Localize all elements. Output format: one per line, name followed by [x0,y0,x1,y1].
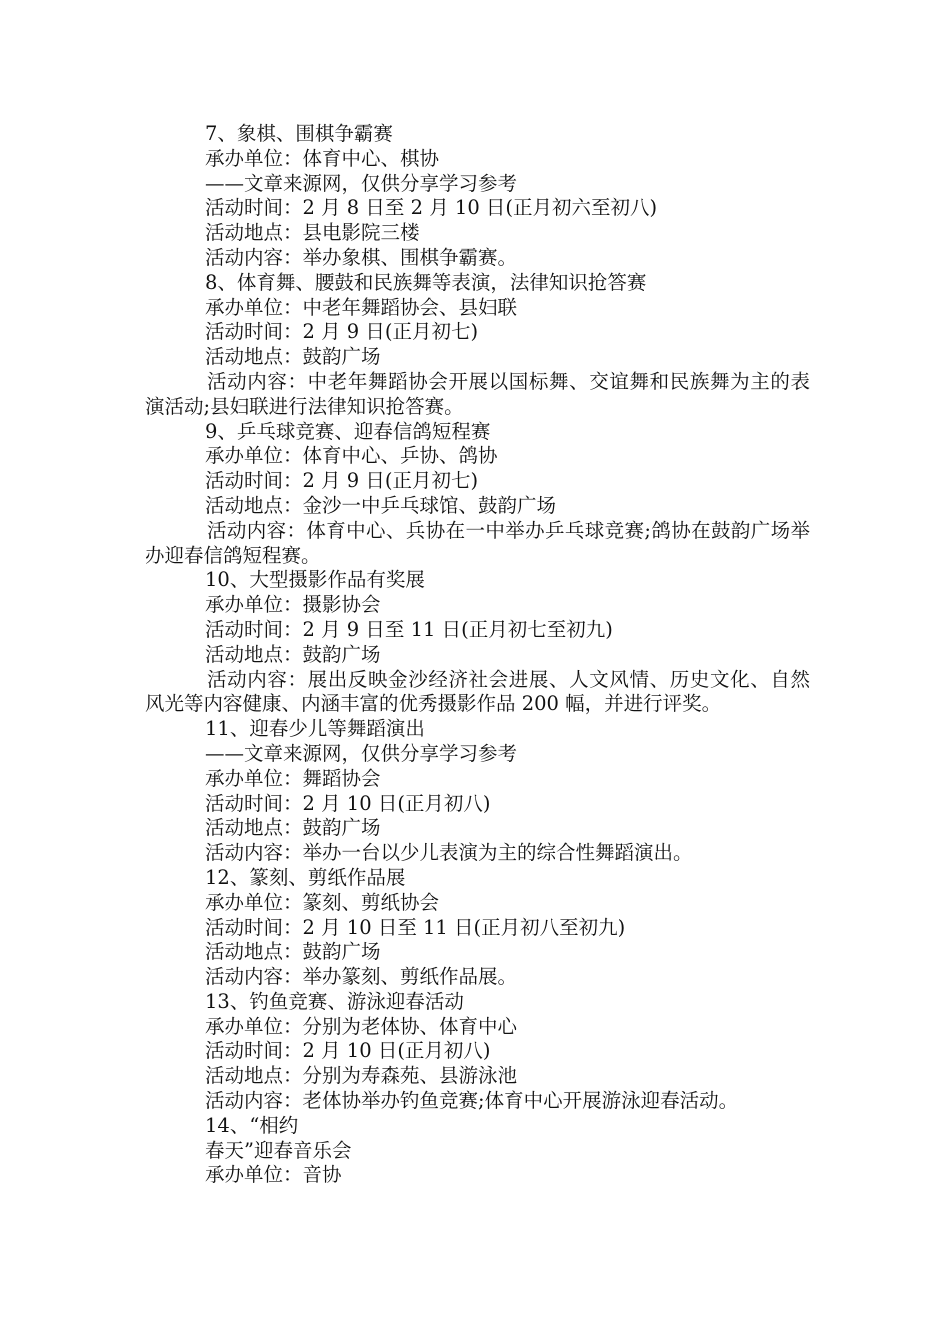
text-line: 活动地点：鼓韵广场 [205,642,381,666]
text-line: 活动时间：2 月 10 日(正月初八) [205,1039,491,1063]
text-line: 承办单位：体育中心、乒协、鸽协 [205,444,498,468]
text-line: 活动时间：2 月 10 日至 11 日(正月初八至初九) [205,915,626,939]
text-line: 12、篆刻、剪纸作品展 [205,865,406,889]
body-paragraph: 活动内容：体育中心、兵协在一中举办乒乓球竞赛;鸽协在鼓韵广场举办迎春信鸽短程赛。 [145,518,810,567]
text-line: 活动地点：县电影院三楼 [205,221,420,245]
text-line: 13、钓鱼竞赛、游泳迎春活动 [205,989,464,1013]
text-line: 承办单位：摄影协会 [205,593,381,617]
text-line: 活动内容：举办篆刻、剪纸作品展。 [205,965,518,989]
text-line: 活动地点：鼓韵广场 [205,816,381,840]
text-line: 活动地点：金沙一中乒乓球馆、鼓韵广场 [205,493,557,517]
text-line: 春天”迎春音乐会 [205,1138,352,1162]
text-line: 7、象棋、围棋争霸赛 [205,122,393,145]
text-line: 承办单位：舞蹈协会 [205,766,381,790]
text-line: 承办单位：篆刻、剪纸协会 [205,890,440,914]
text-line: 10、大型摄影作品有奖展 [205,568,425,592]
body-paragraph: 活动内容：展出反映金沙经济社会进展、人文风情、历史文化、自然风光等内容健康、内涵丰富的优秀摄影作品 200 幅，并进行评奖。 [145,667,810,716]
text-line: 活动地点：鼓韵广场 [205,940,381,964]
text-line: 活动时间：2 月 8 日至 2 月 10 日(正月初六至初八) [205,196,658,220]
text-line: 11、迎春少儿等舞蹈演出 [205,717,425,741]
text-line: 活动时间：2 月 9 日(正月初七) [205,320,479,344]
text-line: ——文章来源网，仅供分享学习参考 [205,741,518,765]
body-paragraph: 活动内容：中老年舞蹈协会开展以国标舞、交谊舞和民族舞为主的表演活动;县妇联进行法律知识抢答赛。 [145,369,810,418]
text-line: 活动时间：2 月 10 日(正月初八) [205,791,491,815]
text-line: 承办单位：中老年舞蹈协会、县妇联 [205,295,518,319]
text-line: 承办单位：体育中心、棋协 [205,146,440,170]
text-line: 9、乒乓球竞赛、迎春信鸽短程赛 [205,419,491,443]
text-line: 活动内容：举办象棋、围棋争霸赛。 [205,245,518,269]
text-line: 承办单位：分别为老体协、体育中心 [205,1014,518,1038]
document-body [145,122,810,1188]
text-line: 活动时间：2 月 9 日(正月初七) [205,469,479,493]
text-line: ——文章来源网，仅供分享学习参考 [205,171,518,195]
text-line: 8、体育舞、腰鼓和民族舞等表演，法律知识抢答赛 [205,270,647,294]
text-line: 活动内容：举办一台以少儿表演为主的综合性舞蹈演出。 [205,841,693,865]
text-line: 活动地点：分别为寿森苑、县游泳池 [205,1064,518,1088]
text-line: 活动内容：老体协举办钓鱼竞赛;体育中心开展游泳迎春活动。 [205,1089,739,1113]
text-line: 承办单位：音协 [205,1163,342,1187]
text-line: 活动地点：鼓韵广场 [205,345,381,369]
text-line: 活动时间：2 月 9 日至 11 日(正月初七至初九) [205,617,613,641]
text-line: 14、“相约 [205,1113,299,1137]
